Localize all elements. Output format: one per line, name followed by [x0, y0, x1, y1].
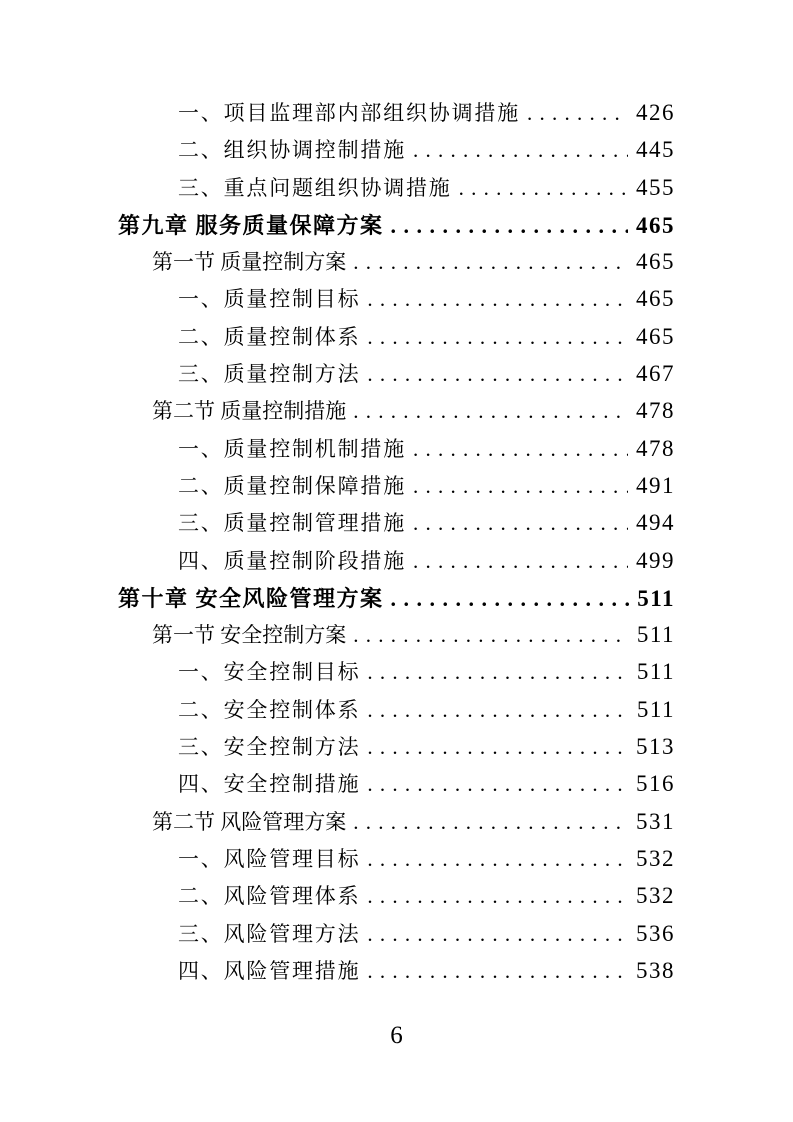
toc-dot-leader [413, 138, 628, 163]
toc-dot-leader [413, 549, 628, 574]
table-of-contents [118, 97, 675, 992]
page-footer [0, 1022, 793, 1050]
toc-entry[interactable] [152, 619, 675, 656]
toc-entry-title: 三、安全控制方法 [178, 735, 361, 760]
toc-dot-leader [459, 176, 628, 201]
toc-dot-leader [367, 325, 628, 350]
toc-dot-leader [367, 698, 628, 723]
toc-entry-title: 三、质量控制管理措施 [178, 511, 406, 536]
toc-entry-page-number: 465 [636, 286, 675, 312]
toc-entry-page-number: 478 [636, 398, 675, 424]
toc-dot-leader [367, 660, 628, 685]
toc-entry[interactable] [118, 582, 675, 619]
toc-dot-leader [413, 474, 628, 499]
toc-dot-leader [367, 847, 628, 872]
toc-entry[interactable] [178, 731, 675, 768]
toc-entry-title: 一、安全控制目标 [178, 660, 361, 685]
toc-entry-title: 四、安全控制措施 [178, 772, 361, 797]
toc-entry-page-number: 511 [637, 585, 675, 611]
toc-entry-page-number: 478 [636, 435, 675, 461]
toc-entry-title: 第一节 安全控制方案 [152, 623, 347, 648]
toc-entry[interactable] [152, 806, 675, 843]
toc-entry-title: 第二节 质量控制措施 [152, 399, 347, 424]
toc-entry-page-number: 465 [636, 323, 675, 349]
toc-entry[interactable] [178, 97, 675, 134]
toc-dot-leader [353, 399, 628, 424]
toc-entry-title: 一、质量控制机制措施 [178, 436, 406, 461]
toc-dot-leader [353, 810, 628, 835]
toc-entry-page-number: 511 [636, 622, 675, 648]
toc-entry-title: 第十章 安全风险管理方案 [118, 585, 384, 611]
toc-entry-page-number: 426 [636, 100, 675, 125]
toc-dot-leader [413, 511, 628, 536]
toc-entry-page-number: 455 [636, 174, 675, 200]
toc-entry-title: 第九章 服务质量保障方案 [118, 212, 384, 238]
toc-entry[interactable] [178, 470, 675, 507]
toc-entry-page-number: 445 [636, 137, 675, 163]
toc-entry[interactable] [178, 918, 675, 955]
toc-entry[interactable] [178, 321, 675, 358]
toc-entry-page-number: 511 [636, 696, 675, 722]
toc-entry-page-number: 465 [636, 249, 675, 275]
toc-entry-title: 二、质量控制保障措施 [178, 473, 406, 498]
toc-entry-title: 一、项目监理部内部组织协调措施 [178, 101, 520, 125]
footer-page-number: 6 [390, 1022, 403, 1049]
toc-entry[interactable] [178, 172, 675, 209]
toc-dot-leader [353, 623, 629, 648]
toc-entry-page-number: 532 [636, 883, 675, 909]
toc-entry[interactable] [178, 134, 675, 171]
toc-entry-page-number: 494 [636, 510, 675, 536]
toc-entry[interactable] [178, 694, 675, 731]
toc-entry[interactable] [152, 246, 675, 283]
toc-entry[interactable] [178, 880, 675, 917]
toc-entry-title: 一、风险管理目标 [178, 846, 361, 871]
toc-entry-title: 第一节 质量控制方案 [152, 250, 347, 275]
toc-entry[interactable] [178, 433, 675, 470]
toc-entry-page-number: 531 [636, 808, 675, 834]
toc-entry-page-number: 511 [636, 659, 675, 685]
toc-dot-leader [367, 362, 628, 387]
toc-dot-leader [353, 250, 628, 275]
toc-entry-page-number: 491 [636, 472, 675, 498]
toc-entry-title: 二、风险管理体系 [178, 884, 361, 909]
toc-dot-leader [367, 287, 628, 312]
toc-entry[interactable] [178, 843, 675, 880]
toc-entry-title: 三、风险管理方法 [178, 921, 361, 946]
toc-entry-title: 二、安全控制体系 [178, 697, 361, 722]
toc-entry[interactable] [178, 358, 675, 395]
toc-entry[interactable] [178, 507, 675, 544]
toc-entry[interactable] [178, 545, 675, 582]
toc-dot-leader [367, 884, 628, 909]
toc-entry-page-number: 532 [636, 845, 675, 871]
toc-entry-page-number: 499 [636, 547, 675, 573]
toc-entry-page-number: 516 [636, 771, 675, 797]
toc-dot-leader [367, 772, 628, 797]
toc-entry-title: 三、质量控制方法 [178, 362, 361, 387]
toc-dot-leader [367, 735, 628, 760]
toc-entry[interactable] [152, 395, 675, 432]
toc-entry-page-number: 536 [636, 920, 675, 946]
toc-dot-leader [391, 586, 630, 612]
toc-entry-page-number: 513 [636, 734, 675, 760]
toc-dot-leader [367, 959, 628, 984]
toc-entry-title: 一、质量控制目标 [178, 287, 361, 312]
toc-entry-title: 三、重点问题组织协调措施 [178, 175, 452, 200]
toc-entry-page-number: 538 [636, 957, 675, 983]
toc-entry[interactable] [178, 283, 675, 320]
toc-entry[interactable] [178, 768, 675, 805]
toc-entry[interactable] [178, 656, 675, 693]
toc-entry-title: 二、质量控制体系 [178, 324, 361, 349]
toc-entry-title: 四、风险管理措施 [178, 958, 361, 983]
toc-dot-leader [367, 922, 628, 947]
toc-entry-title: 四、质量控制阶段措施 [178, 548, 406, 573]
toc-dot-leader [391, 213, 628, 239]
toc-entry-page-number: 467 [636, 361, 675, 387]
toc-entry-title: 二、组织协调控制措施 [178, 138, 406, 163]
toc-entry-title: 第二节 风险管理方案 [152, 809, 347, 834]
toc-dot-leader [413, 437, 628, 462]
toc-entry[interactable] [178, 955, 675, 992]
toc-entry-page-number: 465 [636, 212, 675, 238]
toc-dot-leader [527, 101, 628, 126]
toc-entry[interactable] [118, 209, 675, 246]
